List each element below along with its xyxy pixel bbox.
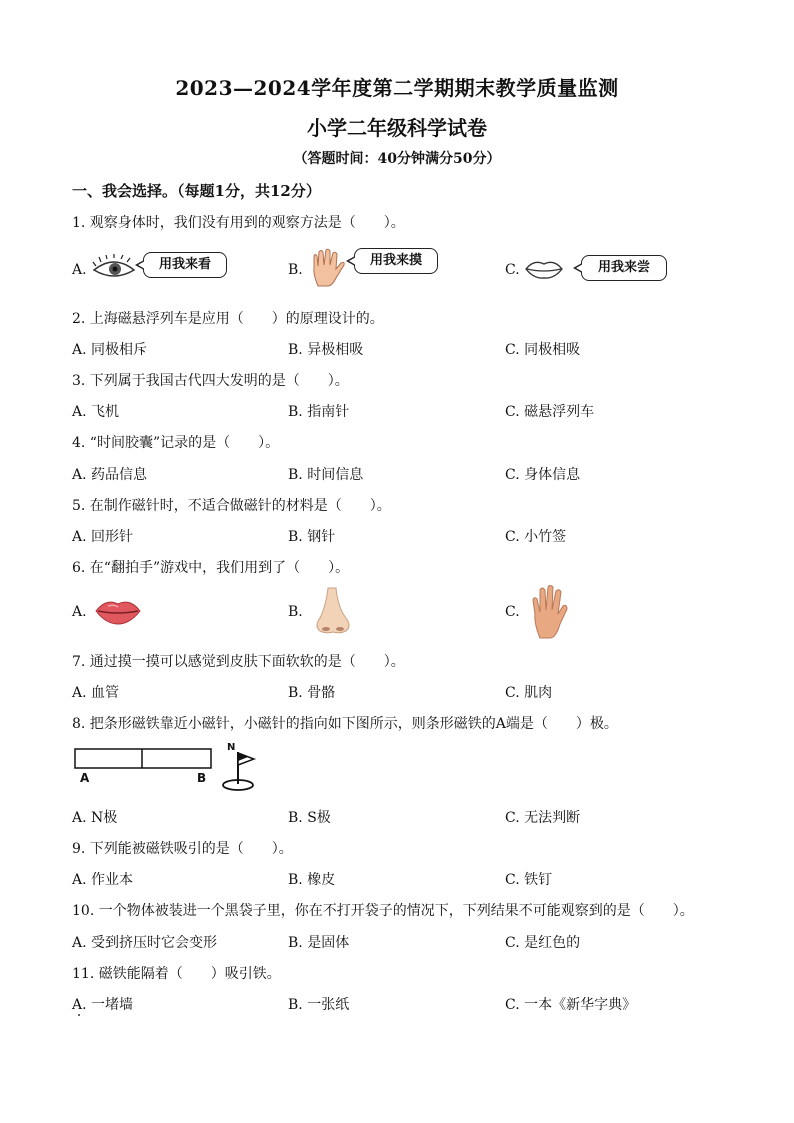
q5-option-c: C. 小竹签 — [505, 529, 567, 545]
speech-bubble-touch: 用我来摸 — [354, 248, 438, 274]
lips-icon — [524, 258, 564, 284]
q10-option-a: A. 受到挤压时它会变形 — [72, 935, 218, 951]
exam-time-note: （答题时间：40分钟满分50分） — [293, 151, 501, 167]
q2-option-c: C. 同极相吸 — [505, 342, 581, 358]
question-8: 8. 把条形磁铁靠近小磁针，小磁针的指向如下图所示，则条形磁铁的A端是（ ）极。 — [72, 716, 618, 732]
q7-option-c: C. 肌肉 — [505, 685, 553, 701]
q2-option-a: A. 同极相斥 — [72, 342, 148, 358]
needle-north-label: N — [227, 742, 236, 753]
q9-option-b: B. 橡皮 — [288, 872, 336, 888]
compass-needle-icon — [220, 750, 264, 796]
speech-bubble-taste: 用我来尝 — [581, 255, 667, 281]
q2-option-b: B. 异极相吸 — [288, 342, 364, 358]
stray-mark — [78, 1014, 80, 1016]
question-9: 9. 下列能被磁铁吸引的是（ ）。 — [72, 841, 293, 857]
palm-icon — [530, 584, 570, 644]
q6-option-c: C. — [505, 604, 520, 620]
q1-option-b: B. — [288, 262, 303, 278]
speech-bubble-see: 用我来看 — [143, 252, 227, 278]
q8-option-c: C. 无法判断 — [505, 810, 581, 826]
mouth-icon — [94, 596, 142, 630]
q4-option-b: B. 时间信息 — [288, 467, 364, 483]
q5-option-b: B. 钢针 — [288, 529, 336, 545]
q4-option-c: C. 身体信息 — [505, 467, 581, 483]
q6-option-a: A. — [72, 604, 87, 620]
q11-option-a: A. 一堵墙 — [72, 997, 134, 1013]
q6-option-b: B. — [288, 604, 303, 620]
q3-option-a: A. 飞机 — [72, 404, 120, 420]
exam-title: 2023—2024学年度第二学期期末教学质量监测 — [175, 76, 619, 100]
q7-option-b: B. 骨骼 — [288, 685, 336, 701]
q3-option-c: C. 磁悬浮列车 — [505, 404, 595, 420]
q11-option-c: C. 一本《新华字典》 — [505, 997, 637, 1013]
q7-option-a: A. 血管 — [72, 685, 120, 701]
question-5: 5. 在制作磁针时，不适合做磁针的材料是（ ）。 — [72, 498, 391, 514]
bar-magnet — [74, 748, 214, 774]
question-2: 2. 上海磁悬浮列车是应用（ ）的原理设计的。 — [72, 311, 384, 327]
q10-option-c: C. 是红色的 — [505, 935, 581, 951]
q9-option-a: A. 作业本 — [72, 872, 134, 888]
question-6: 6. 在“翻拍手”游戏中，我们用到了（ ）。 — [72, 560, 350, 576]
question-4: 4. “时间胶囊”记录的是（ ）。 — [72, 435, 280, 451]
q10-option-b: B. 是固体 — [288, 935, 350, 951]
q3-option-b: B. 指南针 — [288, 404, 350, 420]
q5-option-a: A. 回形针 — [72, 529, 134, 545]
q4-option-a: A. 药品信息 — [72, 467, 148, 483]
q8-option-a: A. N极 — [72, 810, 118, 826]
magnet-end-b-label: B — [197, 771, 207, 785]
hand-icon — [310, 248, 348, 292]
q8-option-b: B. S极 — [288, 810, 331, 826]
question-1: 1. 观察身体时，我们没有用到的观察方法是（ ）。 — [72, 215, 405, 231]
nose-icon — [312, 586, 354, 640]
eye-icon — [92, 254, 136, 288]
question-10: 10. 一个物体被装进一个黑袋子里，你在不打开袋子的情况下，下列结果不可能观察到的是（ ）。 — [72, 903, 694, 919]
section-heading: 一、我会选择。（每题1分，共12分） — [72, 182, 321, 200]
question-7: 7. 通过摸一摸可以感觉到皮肤下面软软的是（ ）。 — [72, 654, 405, 670]
exam-subtitle: 小学二年级科学试卷 — [307, 116, 487, 140]
question-11: 11. 磁铁能隔着（ ）吸引铁。 — [72, 966, 281, 982]
q1-option-c: C. — [505, 262, 520, 278]
q9-option-c: C. 铁钉 — [505, 872, 553, 888]
q1-option-a: A. — [72, 262, 87, 278]
magnet-end-a-label: A — [80, 771, 90, 785]
q11-option-b: B. 一张纸 — [288, 997, 350, 1013]
question-3: 3. 下列属于我国古代四大发明的是（ ）。 — [72, 373, 349, 389]
